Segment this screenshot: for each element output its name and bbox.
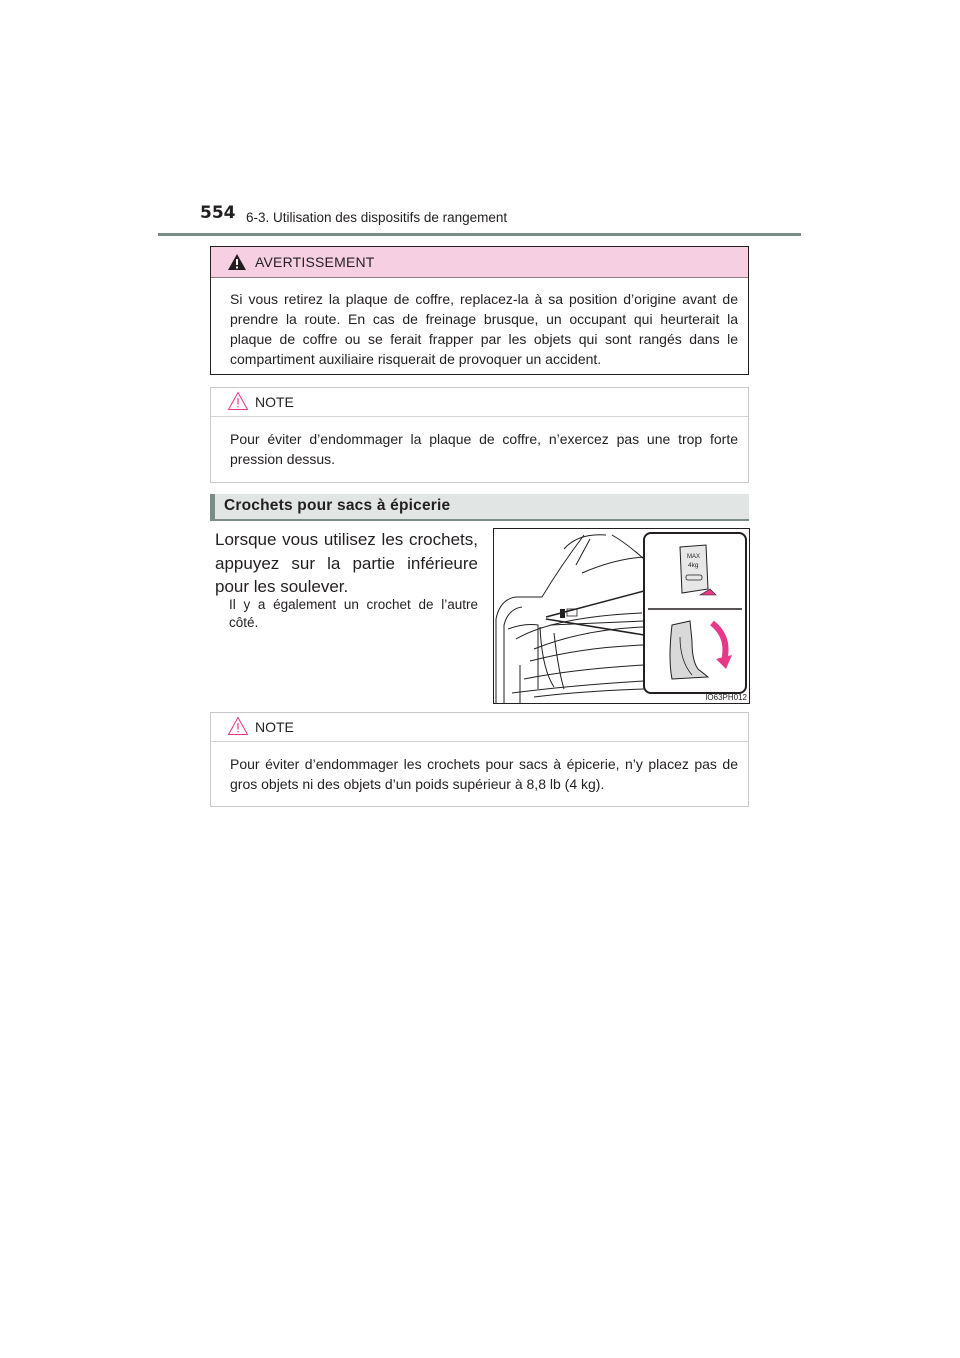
section-title: 6-3. Utilisation des dispositifs de rangement xyxy=(246,210,508,225)
figure-code: IO63PH012 xyxy=(705,693,747,702)
header-rule xyxy=(158,233,801,236)
grocery-hook-illustration xyxy=(493,528,750,704)
note-header xyxy=(211,713,748,742)
warning-header xyxy=(211,247,748,278)
note-label: NOTE xyxy=(255,719,294,735)
note-header xyxy=(211,388,748,417)
note-box xyxy=(210,712,749,807)
caution-icon xyxy=(227,391,249,411)
note-box xyxy=(210,387,749,483)
max-label: MAX xyxy=(687,554,701,560)
instruction-subtext: Il y a également un crochet de l’autre côté. xyxy=(229,597,478,630)
weight-label: 4kg xyxy=(688,562,699,569)
section-heading-text: Crochets pour sacs à épicerie xyxy=(224,497,451,514)
page-number: 554 xyxy=(200,203,236,223)
instruction-text: Lorsque vous utilisez les crochets, appuyez sur la partie inférieure pour les soulever. xyxy=(215,530,478,596)
hook-lid-label xyxy=(494,529,749,703)
note-text: Pour éviter d’endommager la plaque de coffre, n’exercez pas une trop forte pression dessus. xyxy=(230,431,738,467)
warning-label: AVERTISSEMENT xyxy=(255,254,375,270)
warning-text: Si vous retirez la plaque de coffre, replacez-la à sa position d’origine avant de prendre la route. En cas de freinage brusque, un occupant qui heurterait la plaque de coffre ou se ferait frapper par les objets qui sont rangés dans le compartiment auxiliaire risquerait de provoquer un accident. xyxy=(230,291,738,367)
warning-icon xyxy=(227,253,247,271)
section-heading xyxy=(210,494,749,521)
note-label: NOTE xyxy=(255,394,294,410)
heading-accent-bar xyxy=(210,494,215,521)
warning-box xyxy=(210,246,749,375)
note-text: Pour éviter d’endommager les crochets pour sacs à épicerie, n’y placez pas de gros objets ni des objets d’un poids supérieur à 8,8 lb (4 kg). xyxy=(230,756,738,792)
caution-icon xyxy=(227,716,249,736)
